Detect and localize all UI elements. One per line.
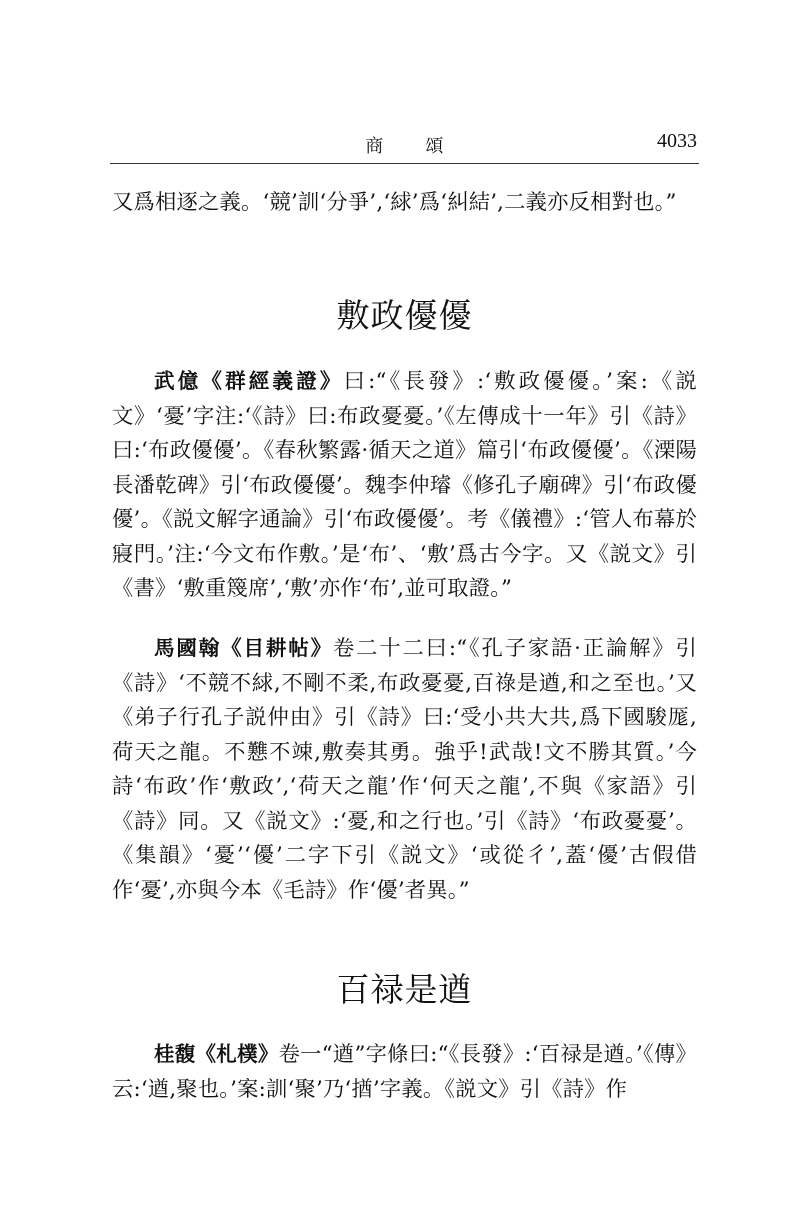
section-heading: 敷政優優 <box>336 296 473 335</box>
running-title <box>112 132 697 158</box>
commentary-paragraph <box>112 1037 697 1107</box>
header-rule <box>110 163 699 164</box>
commentary-author: 馬國翰《目耕帖》 <box>154 636 333 660</box>
commentary-text: 卷一“遒”字條曰:“《長發》:‘百禄是遒。’《傳》云:‘遒,聚也。’案:訓‘聚’乃‘揂’字義。《説文》引《詩》作 <box>112 1042 698 1102</box>
commentary-author: 桂馥《札樸》 <box>154 1042 279 1066</box>
running-title-char-1: 商 <box>365 136 384 157</box>
page-number: 4033 <box>657 130 697 152</box>
section-heading: 百禄是遒 <box>336 970 473 1009</box>
commentary-text: 卷二十二曰:“《孔子家語·正論解》引《詩》‘不競不絿,不剛不柔,布政憂憂,百祿是遒,和之至也。’又《弟子行孔子説仲由》引《詩》曰:‘受小共大共,爲下國駿厖,荷天之龍。不戁不竦,敷奏其勇。強乎!武哉!文不勝其質。’今詩‘布政’作‘敷政’,‘荷天之龍’作‘何天之龍’,不與《家語》引《詩》同。又《説文》:‘憂,和之行也。’引《詩》‘布政憂憂’。《集韻》‘憂’‘優’二字下引《説文》‘或從彳’,蓋‘優’古假借作‘憂’,亦與今本《毛詩》作‘優’者異。” <box>112 636 697 903</box>
commentary-author: 武億《群經義證》 <box>154 369 344 393</box>
running-title-char-2: 頌 <box>425 136 444 157</box>
commentary-paragraph <box>112 364 697 607</box>
commentary-paragraph <box>112 631 697 908</box>
carry-over-paragraph: 又爲相逐之義。‘競’訓‘分爭’,‘絿’爲‘糾結’,二義亦反相對也。” <box>112 190 677 215</box>
commentary-text: 曰:“《長發》:‘敷政優優。’案:《説文》‘憂’字注:‘《詩》曰:布政憂憂。’《左傳成十一年》引《詩》曰:‘布政優優’。《春秋繁露·循天之道》篇引‘布政優優’。《溧陽長潘乾碑》引‘布政優優’。魏李仲璿《修孔子廟碑》引‘布政優優’。《説文解字通論》引‘布政優優’。考《儀禮》:‘管人布幕於寢門。’注:‘今文布作敷。’是‘布’、‘敷’爲古今字。又《説文》引《書》‘敷重篾席’,‘敷’亦作‘布’,並可取證。” <box>112 369 697 601</box>
running-header <box>112 130 697 162</box>
